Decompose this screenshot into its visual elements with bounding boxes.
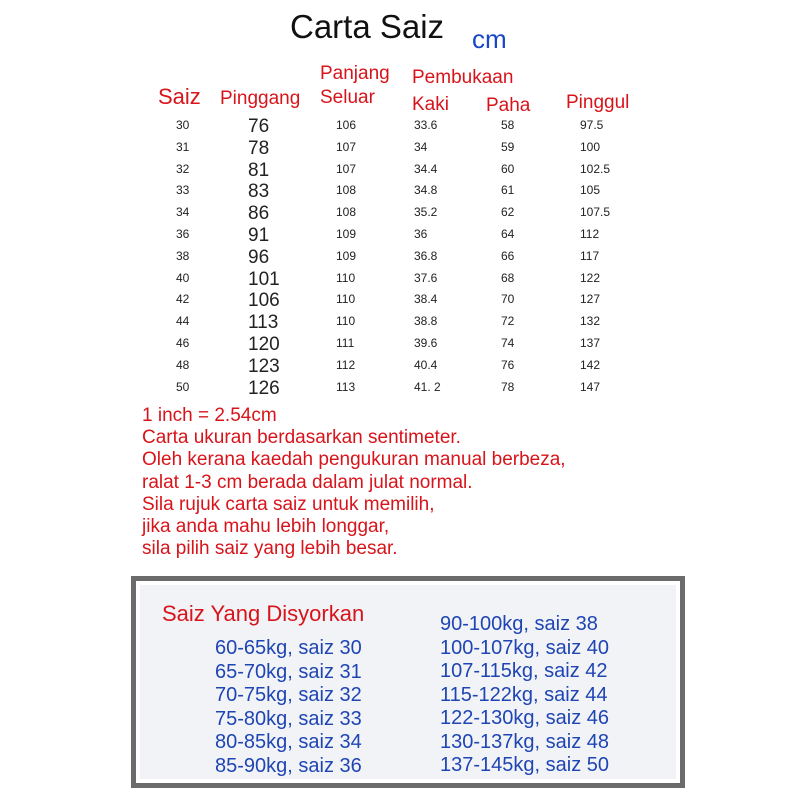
- cell-pinggang: 81: [248, 159, 270, 181]
- table-row: [0, 314, 800, 336]
- table-row: [0, 227, 800, 249]
- cell-pinggul: 127: [580, 292, 601, 307]
- note-line: sila pilih saiz yang lebih besar.: [142, 538, 398, 560]
- cell-pembukaan-paha: 76: [501, 357, 515, 372]
- cell-pinggul: 112: [580, 227, 600, 241]
- cell-panjang-seluar: 109: [336, 227, 357, 241]
- cell-saiz: 32: [176, 161, 190, 176]
- cell-pinggang: 101: [248, 268, 280, 290]
- cell-pinggang: 126: [248, 377, 280, 399]
- cell-pembukaan-paha: 60: [501, 161, 515, 176]
- cell-saiz: 36: [176, 227, 190, 241]
- cell-saiz: 42: [176, 292, 190, 307]
- cell-pembukaan-paha: 64: [501, 227, 515, 241]
- cell-pembukaan-kaki: 39.6: [414, 336, 438, 350]
- cell-pinggul: 102.5: [580, 161, 611, 176]
- recommended-item: 60-65kg, saiz 30: [215, 637, 362, 659]
- cell-pembukaan-kaki: 35.2: [414, 205, 438, 220]
- column-header-paha: Paha: [486, 95, 531, 116]
- cell-pinggul: 147: [580, 379, 601, 394]
- cell-pinggul: 137: [580, 336, 601, 350]
- table-row: [0, 183, 800, 205]
- cell-pinggul: 105: [580, 183, 601, 198]
- notes-block: [142, 405, 566, 560]
- cell-pinggul: 122: [580, 270, 601, 285]
- cell-pembukaan-paha: 78: [501, 379, 515, 394]
- table-row: [0, 377, 800, 402]
- cell-panjang-seluar: 110: [336, 314, 356, 329]
- table-row: [0, 336, 800, 358]
- column-header-kaki: Kaki: [412, 94, 449, 115]
- recommended-item: 65-70kg, saiz 31: [215, 660, 362, 683]
- recommended-item: 137-145kg, saiz 50: [440, 754, 610, 776]
- recommended-item: 100-107kg, saiz 40: [440, 636, 610, 659]
- cell-pembukaan-kaki: 36: [414, 227, 428, 241]
- cell-pinggul: 97.5: [580, 118, 604, 132]
- note-line: Carta ukuran berdasarkan sentimeter.: [142, 427, 461, 449]
- cell-pembukaan-kaki: 34.8: [414, 183, 438, 198]
- cell-pinggang: 91: [248, 225, 270, 246]
- recommended-item: 90-100kg, saiz 38: [440, 613, 598, 635]
- cell-pembukaan-kaki: 40.4: [414, 357, 438, 372]
- column-header-panjang-line2: Seluar: [320, 87, 375, 108]
- cell-pinggang: 83: [248, 181, 270, 203]
- cell-pinggang: 96: [248, 246, 270, 268]
- cell-pinggul: 132: [580, 314, 601, 329]
- table-row: [0, 246, 800, 271]
- cell-pembukaan-kaki: 36.8: [414, 248, 438, 263]
- cell-saiz: 46: [176, 336, 190, 350]
- cell-pinggang: 78: [248, 137, 270, 159]
- note-line: jika anda mahu lebih longgar,: [142, 516, 390, 538]
- note-line: Sila rujuk carta saiz untuk memilih,: [142, 493, 435, 515]
- cell-saiz: 33: [176, 183, 190, 198]
- recommended-item: 80-85kg, saiz 34: [215, 731, 362, 753]
- recommended-item: 130-137kg, saiz 48: [440, 730, 610, 753]
- page-title: Carta Saiz: [290, 8, 445, 45]
- cell-pinggul: 117: [580, 248, 600, 263]
- column-header-saiz: Saiz: [158, 84, 201, 109]
- cell-panjang-seluar: 108: [336, 205, 357, 220]
- column-header-pembukaan: Pembukaan: [412, 67, 514, 88]
- cell-panjang-seluar: 110: [336, 270, 356, 285]
- recommended-size-panel: [140, 585, 676, 779]
- recommended-item: 122-130kg, saiz 46: [440, 707, 610, 729]
- cell-pembukaan-paha: 62: [501, 205, 515, 220]
- cell-panjang-seluar: 107: [336, 161, 357, 176]
- unit-label: cm: [472, 24, 507, 54]
- table-row: [0, 355, 800, 380]
- column-header-panjang-line1: Panjang: [320, 63, 390, 84]
- cell-panjang-seluar: 109: [336, 248, 357, 263]
- recommended-item: 75-80kg, saiz 33: [215, 707, 362, 730]
- recommended-size-title: Saiz Yang Disyorkan: [162, 601, 365, 626]
- cell-pembukaan-kaki: 41. 2: [414, 379, 441, 394]
- cell-pembukaan-kaki: 37.6: [414, 270, 438, 285]
- cell-pembukaan-paha: 74: [501, 336, 515, 350]
- cell-pembukaan-paha: 66: [501, 248, 515, 263]
- cell-panjang-seluar: 112: [336, 357, 356, 372]
- cell-saiz: 30: [176, 118, 190, 132]
- recommended-item: 85-90kg, saiz 36: [215, 754, 362, 777]
- cell-pembukaan-paha: 70: [501, 292, 515, 307]
- note-line: ralat 1-3 cm berada dalam julat normal.: [142, 471, 473, 493]
- table-row: [0, 137, 800, 162]
- cell-saiz: 31: [176, 139, 190, 154]
- cell-saiz: 38: [176, 248, 190, 263]
- cell-panjang-seluar: 111: [336, 336, 355, 350]
- column-header-pinggul: Pinggul: [566, 92, 630, 113]
- cell-panjang-seluar: 113: [336, 379, 356, 394]
- recommended-size-box: [131, 576, 685, 788]
- cell-pembukaan-kaki: 34.4: [414, 161, 438, 176]
- recommended-item: 115-122kg, saiz 44: [440, 683, 608, 706]
- cell-pinggul: 142: [580, 357, 601, 372]
- recommended-right-column: [440, 613, 609, 778]
- table-row: [0, 292, 800, 314]
- cell-pembukaan-paha: 58: [501, 118, 515, 132]
- table-row: [0, 268, 800, 293]
- cell-pinggul: 107.5: [580, 205, 611, 220]
- cell-pembukaan-paha: 59: [501, 139, 515, 154]
- cell-saiz: 44: [176, 314, 190, 329]
- cell-pembukaan-paha: 68: [501, 270, 515, 285]
- note-line: Oleh kerana kaedah pengukuran manual berbeza,: [142, 449, 566, 471]
- recommended-left-column: [215, 637, 362, 778]
- cell-pinggang: 76: [248, 116, 270, 137]
- table-row: [0, 159, 800, 184]
- cell-saiz: 34: [176, 205, 190, 220]
- column-header-pinggang: Pinggang: [220, 88, 301, 109]
- recommended-item: 107-115kg, saiz 42: [440, 660, 608, 682]
- cell-pembukaan-paha: 72: [501, 314, 515, 329]
- cell-saiz: 48: [176, 357, 190, 372]
- cell-pinggang: 123: [248, 355, 280, 377]
- cell-panjang-seluar: 108: [336, 183, 357, 198]
- cell-saiz: 40: [176, 270, 190, 285]
- cell-pembukaan-kaki: 34: [414, 139, 428, 154]
- cell-pembukaan-kaki: 38.8: [414, 314, 438, 329]
- cell-pembukaan-kaki: 38.4: [414, 292, 438, 307]
- cell-panjang-seluar: 110: [336, 292, 356, 307]
- note-line: 1 inch = 2.54cm: [142, 405, 277, 426]
- recommended-item: 70-75kg, saiz 32: [215, 684, 362, 706]
- cell-pinggang: 120: [248, 334, 280, 355]
- cell-panjang-seluar: 106: [336, 118, 357, 132]
- cell-panjang-seluar: 107: [336, 139, 357, 154]
- cell-pembukaan-kaki: 33.6: [414, 118, 438, 132]
- cell-saiz: 50: [176, 379, 190, 394]
- cell-pembukaan-paha: 61: [501, 183, 515, 198]
- cell-pinggul: 100: [580, 139, 601, 154]
- cell-pinggang: 113: [248, 312, 279, 334]
- table-row: [0, 118, 800, 140]
- table-row: [0, 205, 800, 227]
- cell-pinggang: 106: [248, 290, 280, 312]
- cell-pinggang: 86: [248, 203, 270, 225]
